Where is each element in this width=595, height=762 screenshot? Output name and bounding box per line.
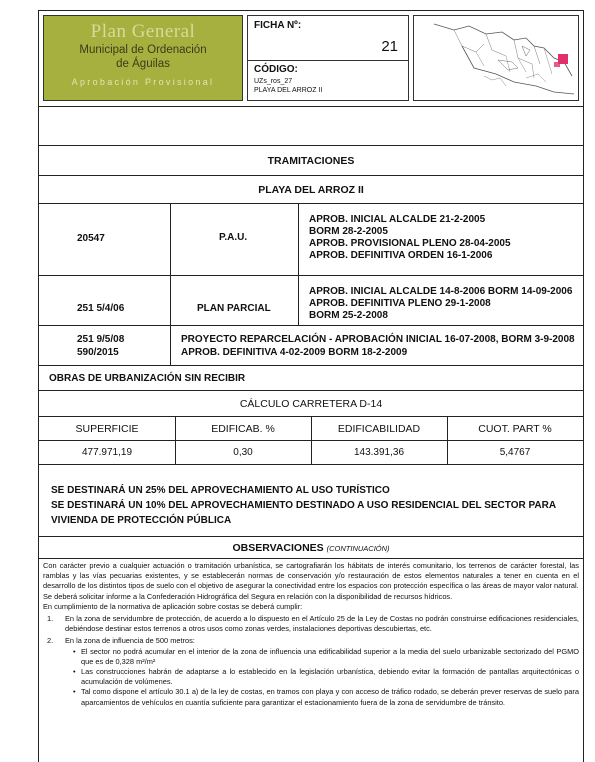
paragraph: Con carácter previo a cualquier actuación o tramitación urbanística, se cartografiarán los hábitats de interés comunitario, los terrenos de carácter forestal, las ramblas y las vías pecuarias existentes, y se establecerán normas de conservación y/o restauración de estos elementos naturales a tener en cuenta en el desarrollo de los distintos tipos de suelo con el objetivo de asegurar la conectividad entre los espacios con protección específica o las áreas de mayor valor natural.	[43, 561, 579, 591]
observaciones-body	[43, 561, 579, 708]
logo-subtitle-2: de Águilas	[116, 58, 170, 70]
tramitacion-row-reparcelacion	[39, 326, 583, 366]
tramitacion-type: PLAN PARCIAL	[197, 303, 271, 314]
column-header: SUPERFICIE	[75, 423, 139, 435]
observaciones-subtitle: (CONTINUACIÓN)	[326, 544, 390, 553]
table-cell: 0,30	[233, 447, 253, 458]
list-item: 2. En la zona de influencia de 500 metros:	[47, 636, 195, 646]
ficha-header	[39, 11, 583, 107]
tramitacion-detail: APROB. INICIAL ALCALDE 21-2-2005 BORM 28-2-2005 APROB. PROVISIONAL PLENO 28-04-2005 APROB. DEFINITIVA ORDEN 16-1-2006	[309, 214, 511, 261]
codigo-sector: PLAYA DEL ARROZ II	[254, 87, 323, 94]
calculo-title: CÁLCULO CARRETERA D-14	[239, 398, 383, 410]
tramitacion-ref: 251 5/4/06	[77, 303, 125, 314]
paragraph: En cumplimiento de la normativa de aplicación sobre costas se deberá cumplir:	[43, 601, 303, 611]
codigo-value: UZs_ros_27	[254, 78, 293, 85]
location-map-icon	[413, 15, 579, 101]
ficha-page	[38, 10, 584, 762]
bullet-item: • Las construcciones habrán de adaptarse a lo establecido en la legislación urbanística, debiendo evitar la formación de pantallas arquitectónicas o acumulación de volúmenes.	[73, 667, 579, 687]
calculo-values-row	[39, 441, 583, 465]
ficha-divider	[248, 60, 408, 61]
logo-subtitle-1: Municipal de Ordenación	[79, 44, 207, 56]
observaciones-header-row	[39, 537, 583, 559]
reparcelacion-detail: PROYECTO REPARCELACIÓN - APROBACIÓN INICIAL 16-07-2008, BORM 3-9-2008 APROB. DEFINITIVA 4-02-2009 BORM 18-2-2009	[181, 334, 575, 358]
column-header: EDIFICAB. %	[211, 423, 275, 435]
column-header: EDIFICABILIDAD	[337, 423, 421, 435]
codigo-label: CÓDIGO:	[254, 64, 298, 75]
reparcelacion-refs: 251 9/5/08 590/2015	[77, 334, 125, 358]
tramitacion-detail: APROB. INICIAL ALCALDE 14-8-2006 BORM 14-09-2006 APROB. DEFINITIVA PLENO 29-1-2008 BORM 25-2-2008	[309, 286, 573, 321]
tramitacion-row-plan-parcial	[39, 276, 583, 326]
ficha-label: FICHA Nº:	[254, 20, 302, 31]
tramitacion-ref: 20547	[77, 233, 105, 244]
obras-row	[39, 366, 583, 391]
column-header: CUOT. PART %	[478, 423, 552, 435]
table-cell: 5,4767	[499, 447, 531, 458]
destinos-text: SE DESTINARÁ UN 25% DEL APROVECHAMIENTO AL USO TURÍSTICO SE DESTINARÁ UN 10% DEL APROVECHAMIENTO DESTINADO A USO RESIDENCIAL DEL SECTOR PARA VIVIENDA DE PROTECCIÓN PÚBLICA	[51, 485, 557, 526]
tramitacion-row-pau	[39, 204, 583, 276]
coastline-map-icon	[414, 16, 578, 100]
tramitacion-type: P.A.U.	[219, 232, 248, 243]
logo-status: Aprobación Provisional	[71, 77, 215, 87]
sector-name-row	[39, 176, 583, 204]
table-cell: 477.971,19	[81, 447, 133, 458]
list-item: 1. En la zona de servidumbre de protección, de acuerdo a lo dispuesto en el Artículo 25 de la Ley de Costas no podrán construirse edificaciones residenciales, debiéndose destinar estos terrenos a otros usos como zonas verdes, instalaciones deportivas descubiertas, etc.	[47, 614, 579, 634]
calculo-header-row	[39, 417, 583, 441]
table-cell: 143.391,36	[353, 447, 405, 458]
paragraph: Se deberá solicitar informe a la Confederación Hidrográfica del Segura en relación con la disponibilidad de recursos hídricos.	[43, 591, 453, 601]
plan-general-logo	[43, 15, 243, 101]
sector-name: PLAYA DEL ARROZ II	[258, 184, 364, 196]
obras-status: OBRAS DE URBANIZACIÓN SIN RECIBIR	[49, 373, 246, 384]
destinos-row	[39, 465, 583, 537]
logo-title: Plan General	[90, 21, 196, 42]
tramitaciones-header-row	[39, 146, 583, 176]
bullet-item: • El sector no podrá acumular en el interior de la zona de influencia una edificabilidad superior a la media del suelo urbanizable sectorizado del PGMO que es de 0,328 m²/m²	[73, 646, 579, 666]
tramitaciones-title: TRAMITACIONES	[267, 155, 355, 167]
blank-row	[39, 106, 583, 146]
observaciones-title: OBSERVACIONES (CONTINUACIÓN)	[232, 542, 390, 554]
bullet-item: • Tal como dispone el artículo 30.1 a) de la ley de costas, en tramos con playa y con acceso de tráfico rodado, se deberán prever reservas de suelo para aparcamientos de vehículos en cuantía suficiente para garantizar el estacionamiento fuera de la zona de servidumbre de tránsito.	[73, 687, 579, 707]
ficha-box	[247, 15, 409, 101]
ficha-number: 21	[381, 38, 398, 55]
calculo-title-row	[39, 391, 583, 417]
